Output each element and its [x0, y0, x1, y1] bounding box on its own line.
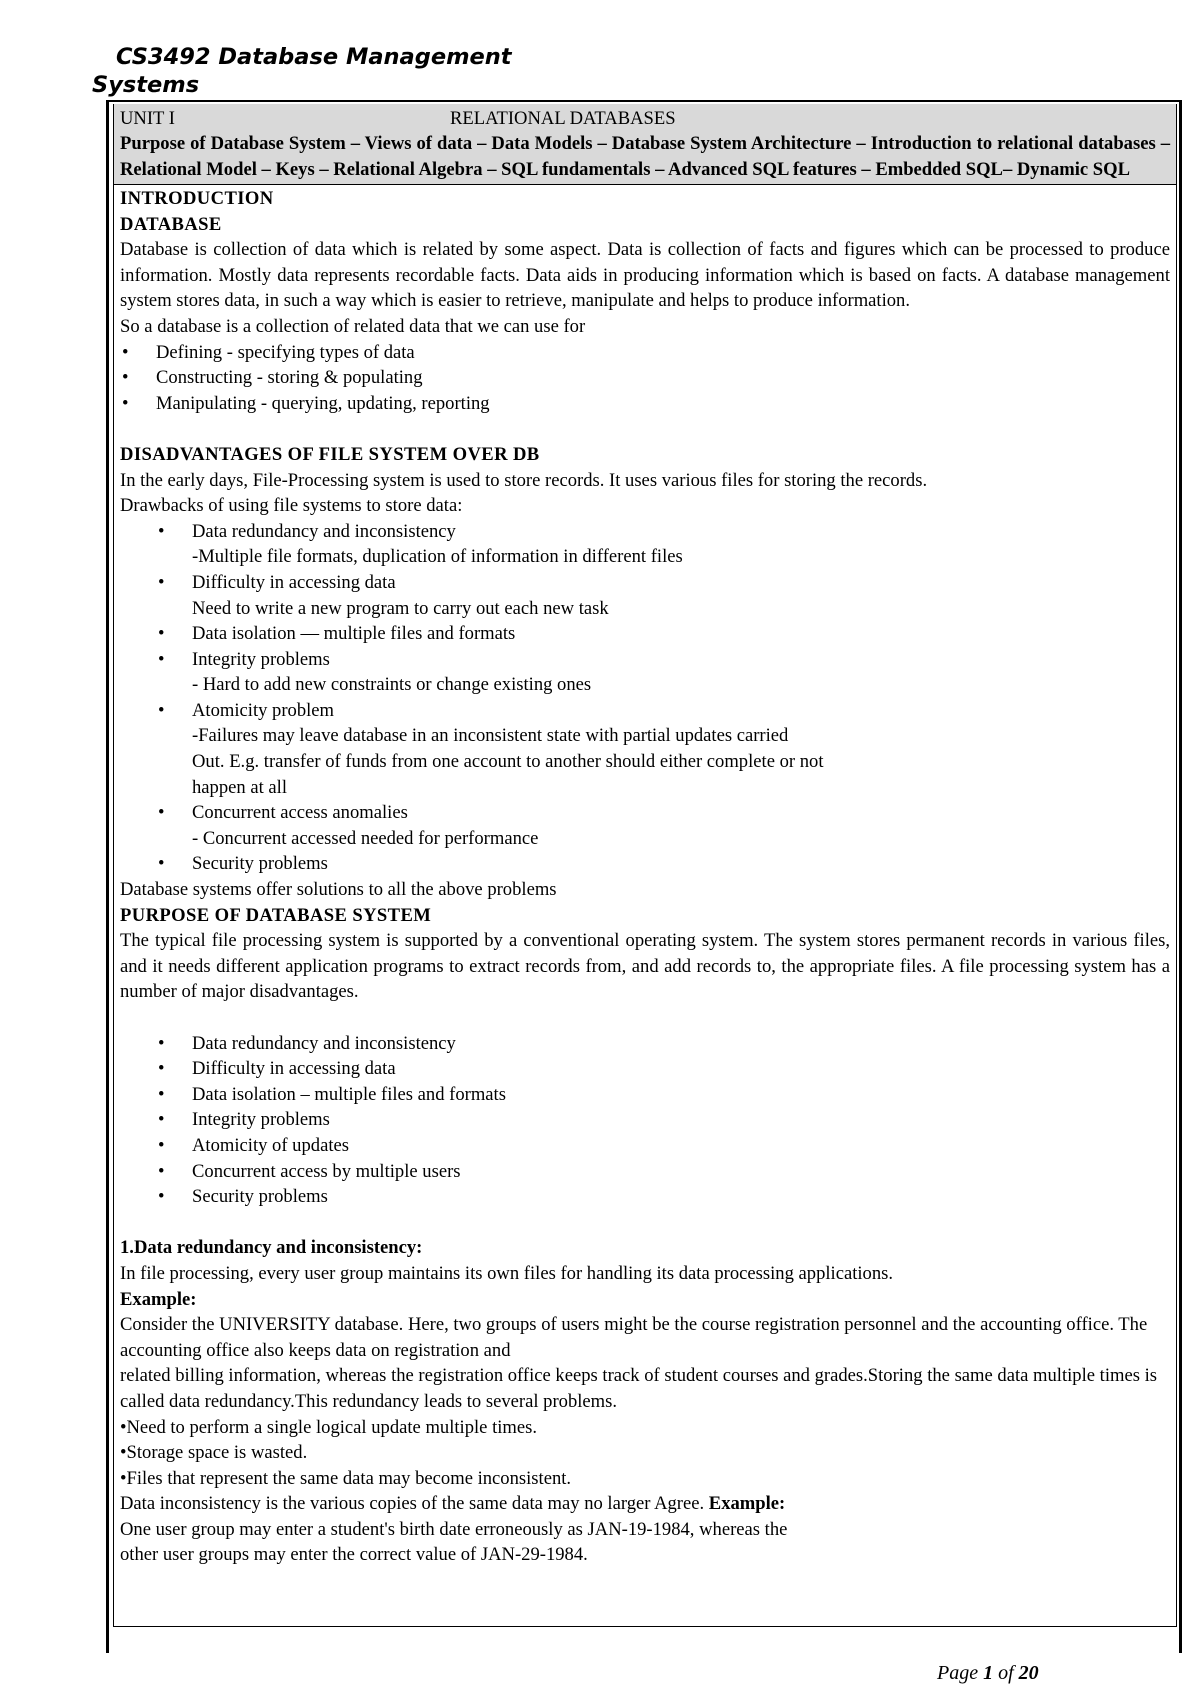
example-paragraph-b: related billing information, whereas the registration office keeps track of student courses and grades.Storing the same data multiple times is called data redundancy.This redundancy leads to several problems.	[120, 1365, 1157, 1412]
list-item: • Difficulty in accessing data	[120, 570, 1170, 596]
purpose-disadvantages-list	[120, 1031, 1170, 1210]
redundancy-paragraph: In file processing, every user group maintains its own files for handling its data processing applications.	[120, 1262, 894, 1284]
database-heading: DATABASE	[120, 213, 222, 235]
drawbacks-list-cont	[120, 800, 1170, 826]
list-item-detail: Out. E.g. transfer of funds from one account to another should either complete or not	[192, 751, 824, 773]
document-title-line2: Systems	[92, 72, 200, 98]
list-item-detail: - Hard to add new constraints or change existing ones	[192, 674, 592, 696]
problem-line: •Storage space is wasted.	[120, 1442, 308, 1464]
unit-header	[114, 104, 1176, 185]
list-item-detail: -Failures may leave database in an inconsistent state with partial updates carried	[192, 725, 789, 747]
purpose-heading: PURPOSE OF DATABASE SYSTEM	[120, 904, 432, 926]
disadvantages-closing: Database systems offer solutions to all the above problems	[120, 879, 557, 901]
list-item: • Defining - specifying types of data	[120, 340, 1170, 366]
disadvantages-intro: In the early days, File-Processing system is used to store records. It uses various files for storing the records.	[120, 469, 928, 491]
example-label: Example:	[120, 1288, 197, 1310]
list-item: • Difficulty in accessing data	[120, 1056, 1170, 1082]
list-item: • Data redundancy and inconsistency	[120, 519, 1170, 545]
list-item: • Integrity problems	[120, 647, 1170, 673]
intro-heading: INTRODUCTION	[120, 188, 274, 209]
intro-lead: So a database is a collection of related data that we can use for	[120, 315, 586, 337]
unit-topics: Purpose of Database System – Views of data – Data Models – Database System Architecture – Introduction to relational databases – Relational Model – Keys – Relational Algebra – SQL fundamentals – Advanced SQL features – Embedded SQL– Dynamic SQL	[120, 133, 1170, 180]
list-item: • Data isolation – multiple files and formats	[120, 1082, 1170, 1108]
list-item-detail: -Multiple file formats, duplication of information in different files	[192, 546, 683, 568]
page-border	[106, 100, 1182, 1653]
drawbacks-list-cont	[120, 570, 1170, 596]
page-of: of	[993, 1662, 1019, 1684]
inconsistency-example-label: Example:	[708, 1493, 786, 1515]
list-item: • Manipulating - querying, updating, reporting	[120, 391, 1170, 417]
page-number	[937, 1662, 1039, 1685]
list-item: • Security problems	[120, 851, 1170, 877]
list-item: • Atomicity of updates	[120, 1133, 1170, 1159]
document-title-line1: CS3492 Database Management	[116, 44, 512, 70]
page-total: 20	[1018, 1662, 1039, 1684]
problem-line: •Files that represent the same data may become inconsistent.	[120, 1467, 572, 1489]
drawbacks-list-cont	[120, 698, 1170, 724]
page-current: 1	[983, 1662, 994, 1684]
unit-label: UNIT I	[120, 108, 175, 129]
drawbacks-list-cont	[120, 621, 1170, 672]
drawbacks-list	[120, 519, 1170, 545]
list-item: • Security problems	[120, 1184, 1170, 1210]
example-line: One user group may enter a student's birth date erroneously as JAN-19-1984, whereas the	[120, 1518, 788, 1540]
example-line: other user groups may enter the correct value of JAN-29-1984.	[120, 1544, 588, 1566]
disadvantages-heading: DISADVANTAGES OF FILE SYSTEM OVER DB	[120, 443, 540, 465]
drawbacks-list-cont	[120, 851, 1170, 877]
redundancy-heading: 1.Data redundancy and inconsistency:	[120, 1237, 423, 1259]
list-item: • Integrity problems	[120, 1107, 1170, 1133]
list-item-detail: happen at all	[192, 776, 287, 798]
purpose-paragraph: The typical file processing system is supported by a conventional operating system. The system stores permanent records in various files, and it needs different application programs to extract records from, and add records to, the appropriate files. A file processing system has a number of major disadvantages.	[120, 930, 1170, 1003]
problem-line: •Need to perform a single logical update multiple times.	[120, 1416, 538, 1438]
list-item-detail: Need to write a new program to carry out each new task	[192, 597, 609, 619]
list-item: • Atomicity problem	[120, 698, 1170, 724]
page-prefix: Page	[937, 1662, 984, 1684]
content-table	[113, 104, 1177, 1627]
inconsistency-text: Data inconsistency is the various copies of the same data may no larger Agree.	[120, 1493, 709, 1515]
database-uses-list	[120, 340, 1170, 417]
drawbacks-lead: Drawbacks of using file systems to store data:	[120, 495, 463, 517]
list-item: • Data isolation — multiple files and formats	[120, 621, 1170, 647]
list-item: • Concurrent access by multiple users	[120, 1159, 1170, 1185]
page-content	[114, 185, 1176, 1568]
list-item: • Constructing - storing & populating	[120, 365, 1170, 391]
list-item: • Data redundancy and inconsistency	[120, 1031, 1170, 1057]
intro-paragraph: Database is collection of data which is related by some aspect. Data is collection of facts and figures which can be processed to produce information. Mostly data represents recordable facts. Data aids in producing information which is based on facts. A database management system stores data, in such a way which is easier to retrieve, manipulate and helps to produce information.	[120, 239, 1170, 312]
example-paragraph-a: Consider the UNIVERSITY database. Here, two groups of users might be the course registration personnel and the accounting office. The accounting office also keeps data on registration and	[120, 1314, 1148, 1361]
list-item-detail: - Concurrent accessed needed for performance	[192, 827, 539, 849]
document-title	[92, 42, 572, 100]
unit-name: RELATIONAL DATABASES	[450, 108, 676, 129]
list-item: • Concurrent access anomalies	[120, 800, 1170, 826]
inconsistency-line	[120, 1491, 1170, 1517]
